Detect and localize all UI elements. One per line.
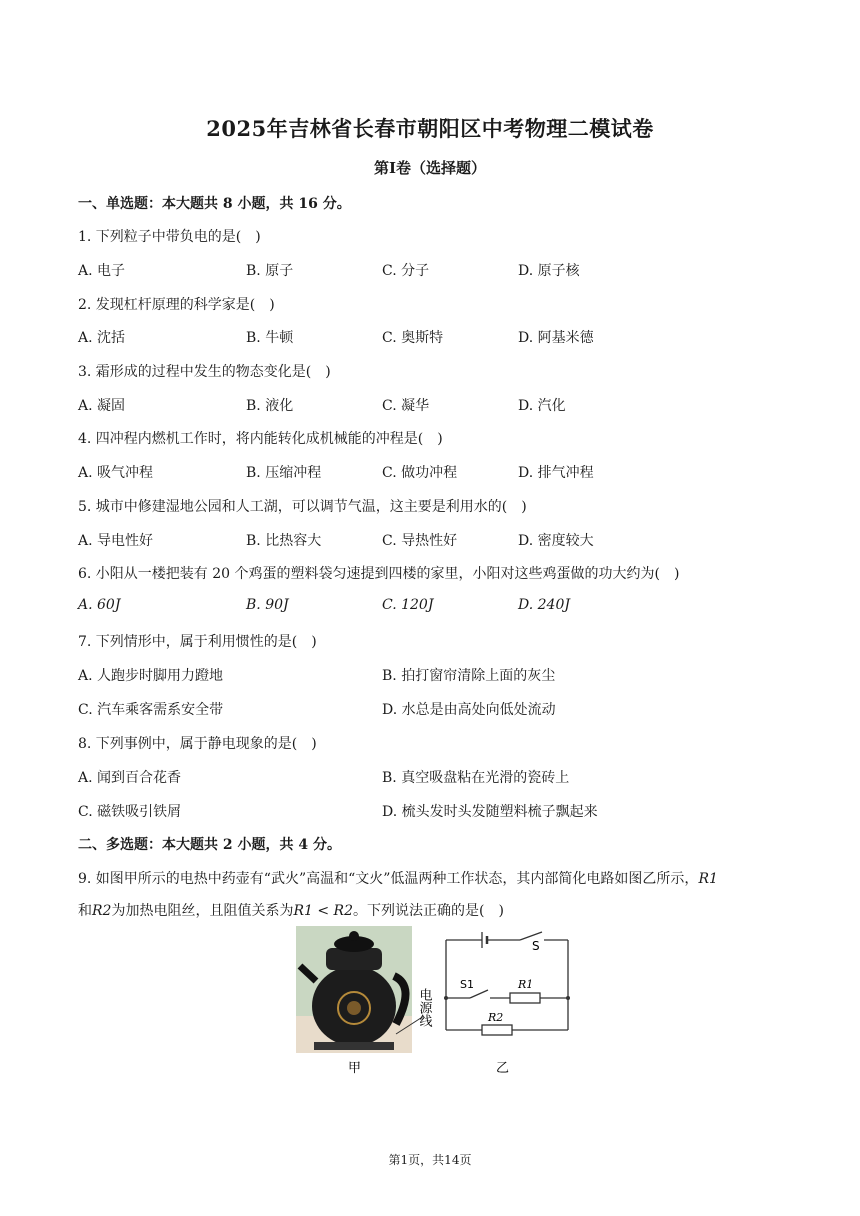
- section-multiple-choice: 二、多选题：本大题共 2 小题，共 4 分。: [78, 837, 341, 853]
- question-3: 3. 霜形成的过程中发生的物态变化是( ): [78, 364, 331, 380]
- q3-option-b: B. 液化: [246, 398, 294, 414]
- q1-option-b: B. 原子: [246, 263, 294, 279]
- q5-option-b: B. 比热容大: [246, 533, 322, 549]
- switch-s-label: S: [532, 939, 540, 953]
- q5-option-c: C. 导热性好: [382, 533, 458, 549]
- question-4: 4. 四冲程内燃机工作时，将内能转化成机械能的冲程是( ): [78, 431, 443, 447]
- question-7: 7. 下列情形中，属于利用惯性的是( ): [78, 634, 317, 650]
- label-jia: 甲: [348, 1061, 362, 1076]
- kettle-photo: [296, 926, 412, 1053]
- q6-option-b: B. 90J: [246, 597, 289, 613]
- q9-text: 9. 如图甲所示的电热中药壶有“武火”高温和“文火”低温两种工作状态，其内部简化电路如图乙所示，: [78, 871, 699, 887]
- q7-option-c: C. 汽车乘客需系安全带: [78, 702, 224, 718]
- page-footer: 第1页，共14页: [388, 1153, 472, 1167]
- q8-option-b: B. 真空吸盘粘在光滑的瓷砖上: [382, 770, 570, 786]
- q4-option-c: C. 做功冲程: [382, 465, 458, 481]
- q5-option-d: D. 密度较大: [518, 533, 594, 549]
- q9-text-end: 。下列说法正确的是( ): [352, 903, 504, 919]
- q9-text-and: 和: [78, 903, 92, 919]
- q8-option-a: A. 闻到百合花香: [78, 770, 182, 786]
- question-9-line1: [78, 868, 718, 888]
- resistor-r1-label: R1: [518, 978, 534, 991]
- question-9-line2: [78, 900, 504, 920]
- q2-option-b: B. 牛顿: [246, 330, 294, 346]
- q4-option-a: A. 吸气冲程: [78, 465, 154, 481]
- q9-relation: R1 < R2: [293, 903, 353, 919]
- question-5: 5. 城市中修建湿地公园和人工湖，可以调节气温，这主要是利用水的( ): [78, 499, 527, 515]
- q4-option-d: D. 排气冲程: [518, 465, 594, 481]
- q1-option-d: D. 原子核: [518, 263, 580, 279]
- q3-option-a: A. 凝固: [78, 398, 126, 414]
- q7-option-d: D. 水总是由高处向低处流动: [382, 702, 556, 718]
- q4-option-b: B. 压缩冲程: [246, 465, 322, 481]
- q2-option-d: D. 阿基米德: [518, 330, 594, 346]
- resistor-r2-label: R2: [488, 1011, 504, 1024]
- q1-option-a: A. 电子: [78, 263, 126, 279]
- q6-option-c: C. 120J: [382, 597, 434, 613]
- volume-subtitle: 第Ⅰ卷（选择题）: [373, 159, 487, 177]
- q8-option-d: D. 梳头发时头发随塑料梳子飘起来: [382, 804, 598, 820]
- q2-option-a: A. 沈括: [78, 330, 126, 346]
- question-1: 1. 下列粒子中带负电的是( ): [78, 229, 261, 245]
- question-6: 6. 小阳从一楼把装有 20 个鸡蛋的塑料袋匀速提到四楼的家里，小阳对这些鸡蛋做的功大约为( ): [78, 566, 680, 582]
- q1-option-c: C. 分子: [382, 263, 430, 279]
- q7-option-a: A. 人跑步时脚用力蹬地: [78, 668, 224, 684]
- section-single-choice: 一、单选题：本大题共 8 小题，共 16 分。: [78, 196, 351, 212]
- q8-option-c: C. 磁铁吸引铁屑: [78, 804, 182, 820]
- switch-s1-label: S1: [460, 978, 474, 991]
- q6-option-a: A. 60J: [78, 597, 121, 613]
- page-title: 2025年吉林省长春市朝阳区中考物理二模试卷: [206, 116, 654, 141]
- q3-option-c: C. 凝华: [382, 398, 430, 414]
- q9-r2: R2: [92, 903, 112, 919]
- question-2: 2. 发现杠杆原理的科学家是( ): [78, 297, 275, 313]
- q5-option-a: A. 导电性好: [78, 533, 154, 549]
- q2-option-c: C. 奥斯特: [382, 330, 444, 346]
- q6-option-d: D. 240J: [518, 597, 570, 613]
- cord-label-1: 电源线: [416, 988, 432, 1027]
- label-yi: 乙: [496, 1061, 510, 1076]
- q9-figure: [296, 926, 576, 1076]
- q3-option-d: D. 汽化: [518, 398, 566, 414]
- q7-option-b: B. 拍打窗帘清除上面的灰尘: [382, 668, 556, 684]
- question-8: 8. 下列事例中，属于静电现象的是( ): [78, 736, 317, 752]
- q9-r1: R1: [698, 871, 718, 887]
- q9-text-mid: 为加热电阻丝，且阻值关系为: [111, 903, 294, 919]
